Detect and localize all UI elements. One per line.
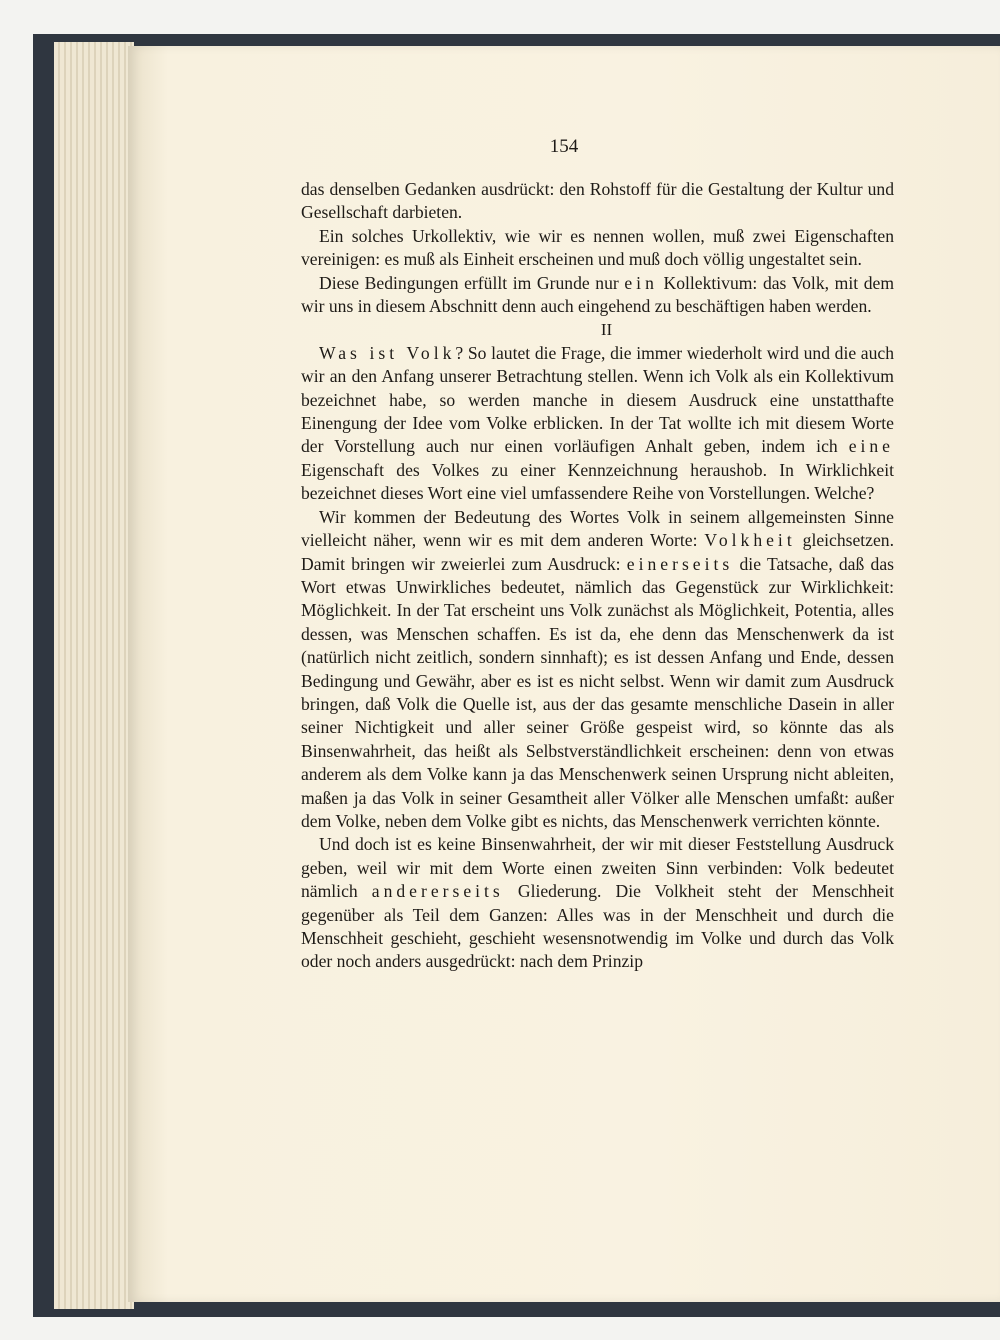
paragraph-4-seg1: ? So lautet die Frage, die immer wiederholt wird und die auch wir an den Anfang unserer Betrachtung stellen. Wenn ich Volk als ein Kollektivum bezeichnet habe, so werden manche in diesem Ausdruck eine unstatthafte Einengung der Idee vom Volke erblicken. In der Tat wollte ich mit diesem Worte der Vorstellung auch nur einen vorläufigen Anhalt geben, indem ich [301, 342, 894, 457]
emphasis-ein: ein [624, 272, 658, 293]
emphasis-volkheit: Volkheit [704, 530, 796, 551]
page-number: 154 [549, 136, 579, 157]
paragraph-4 [301, 342, 894, 506]
paragraph-5-seg1: Wir kommen der Bedeutung des Wortes Volk in seinem allgemeinsten Sinne vielleicht näher, wenn wir es mit dem anderen Worte: [301, 506, 894, 551]
section-heading: II [600, 320, 613, 340]
emphasis-was-ist-volk: Was ist Volk [319, 342, 456, 363]
paragraph-5-seg3: die Tatsache, daß das Wort etwas Unwirkliches bedeutet, nämlich das Gegenstück zur Wirklichkeit: Möglichkeit. In der Tat erscheint uns Volk zunächst als Möglichkeit, Potentia, alles dessen, was Menschen schaffen. Es ist da, ehe denn das Menschenwerk da ist (natürlich nicht zeitlich, sondern sinnhaft); es ist dessen Anfang und Ende, dessen Bedingung und Gewähr, aber es ist es nicht selbst. Wenn wir damit zum Ausdruck bringen, daß Volk die Quelle ist, aus der das gesamte menschliche Dasein in aller seiner Nichtigkeit und aller seiner Größe gespeist wird, so könnte das als Binsenwahrheit, das heißt als Selbstverständlichkeit erscheinen: denn von etwas anderem als dem Volke kann ja das Menschenwerk seinen Ursprung nicht ableiten, maßen ja das Volk in seiner Gesamtheit aller Völker alle Menschen umfaßt: außer dem Volke, neben dem Volke gibt es nichts, das Menschenwerk verrichten könnte. [301, 553, 894, 831]
paragraph-2: Ein solches Urkollektiv, wie wir es nennen wollen, muß zwei Eigenschaften vereinigen: es muß als Einheit erscheinen und muß doch völlig ungestaltet sein. [301, 225, 894, 270]
emphasis-eine: eine [848, 436, 894, 457]
paragraph-4-seg2: Eigenschaft des Volkes zu einer Kennzeichnung heraushob. In Wirklichkeit bezeichnet dieses Wort eine viel umfassendere Reihe von Vorstellungen. Welche? [301, 459, 894, 504]
page-text [301, 178, 894, 974]
paragraph-3-before: Diese Bedingungen erfüllt im Grunde nur [319, 272, 625, 293]
page-edges [54, 42, 134, 1309]
emphasis-andererseits: andererseits [371, 881, 504, 902]
paragraph-3 [301, 272, 894, 319]
paragraph-6-seg1: Und doch ist es keine Binsenwahrheit, der wir mit dieser Feststellung Ausdruck geben, weil wir mit dem Worte einen zweiten Sinn verbinden: Volk bedeutet nämlich [301, 834, 894, 902]
paragraph-5-seg2: gleichsetzen. Damit bringen wir zweierlei zum Ausdruck: [301, 530, 894, 574]
paragraph-3-after: Kollektivum: das Volk, mit dem wir uns in diesem Abschnitt denn auch eingehend zu beschäftigen haben werden. [301, 272, 894, 317]
paragraph-1: das denselben Gedanken ausdrückt: den Rohstoff für die Gestaltung der Kultur und Gesellschaft darbieten. [301, 179, 894, 223]
paragraph-6-seg2: Gliederung. Die Volkheit steht der Menschheit gegenüber als Teil dem Ganzen: Alles was in der Menschheit und durch die Menschheit geschieht, geschieht wesensnotwendig im Volke und durch das Volk oder noch anders ausgedrückt: nach dem Prinzip [301, 881, 894, 972]
paragraph-6 [301, 833, 894, 973]
emphasis-einerseits: einerseits [626, 553, 734, 574]
paragraph-5 [301, 506, 894, 834]
